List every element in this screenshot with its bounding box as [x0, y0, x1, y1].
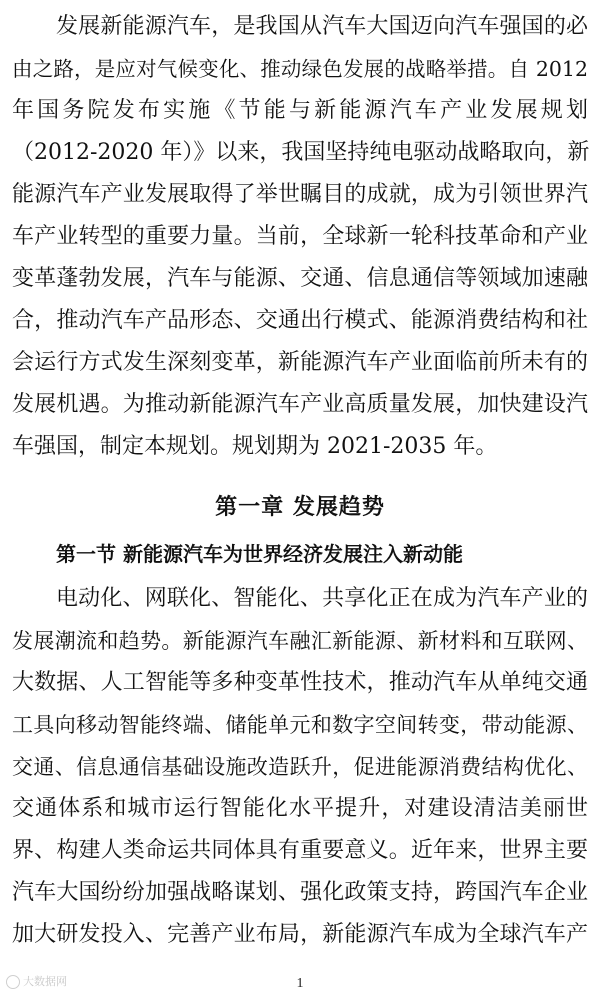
intro-line-7: 变革蓬勃发展，汽车与能源、交通、信息通信等领域加速融 [12, 266, 588, 291]
trend-line-4: 工具向移动智能终端、储能单元和数字空间转变，带动能源、 [12, 713, 588, 737]
intro-line-5: 能源汽车产业发展取得了举世瞩目的成就，成为引领世界汽 [12, 182, 588, 207]
intro-line-10: 发展机遇。为推动新能源汽车产业高质量发展，加快建设汽 [12, 392, 588, 417]
trend-line-9: 加大研发投入、完善产业布局，新能源汽车成为全球汽车产 [12, 922, 588, 947]
intro-line-6: 车产业转型的重要力量。当前，全球新一轮科技革命和产业 [12, 224, 588, 249]
chapter-title: 第一章 发展趋势 [215, 495, 385, 520]
page-number: 1 [296, 976, 304, 991]
trend-line-8: 汽车大国纷纷加强战略谋划、强化政策支持，跨国汽车企业 [12, 880, 588, 905]
trend-line-5: 交通、信息通信基础设施改造跃升，促进能源消费结构优化、 [12, 755, 588, 779]
intro-line-4: （2012-2020 年）》以来，我国坚持纯电驱动战略取向，新 [12, 140, 590, 165]
intro-line-2: 由之路，是应对气候变化、推动绿色发展的战略举措。自 2012 [12, 57, 588, 81]
trend-line-6: 交通体系和城市运行智能化水平提升，对建设清洁美丽世 [12, 796, 588, 821]
watermark-text: 大数据网 [23, 975, 67, 988]
intro-line-3: 年国务院发布实施《节能与新能源汽车产业发展规划 [12, 98, 588, 123]
intro-line-9: 会运行方式发生深刻变革，新能源汽车产业面临前所未有的 [12, 350, 588, 375]
intro-line-8: 合，推动汽车产品形态、交通出行模式、能源消费结构和社 [12, 308, 588, 333]
trend-line-2: 发展潮流和趋势。新能源汽车融汇新能源、新材料和互联网、 [12, 629, 588, 653]
trend-line-1: 电动化、网联化、智能化、共享化正在成为汽车产业的 [56, 586, 588, 611]
intro-line-1: 发展新能源汽车，是我国从汽车大国迈向汽车强国的必 [56, 14, 588, 39]
trend-line-7: 界、构建人类命运共同体具有重要意义。近年来，世界主要 [12, 838, 588, 863]
trend-line-3: 大数据、人工智能等多种变革性技术，推动汽车从单纯交通 [12, 670, 588, 695]
section-title: 第一节 新能源汽车为世界经济发展注入新动能 [56, 542, 463, 566]
intro-line-11: 车强国，制定本规划。规划期为 2021-2035 年。 [12, 434, 498, 459]
